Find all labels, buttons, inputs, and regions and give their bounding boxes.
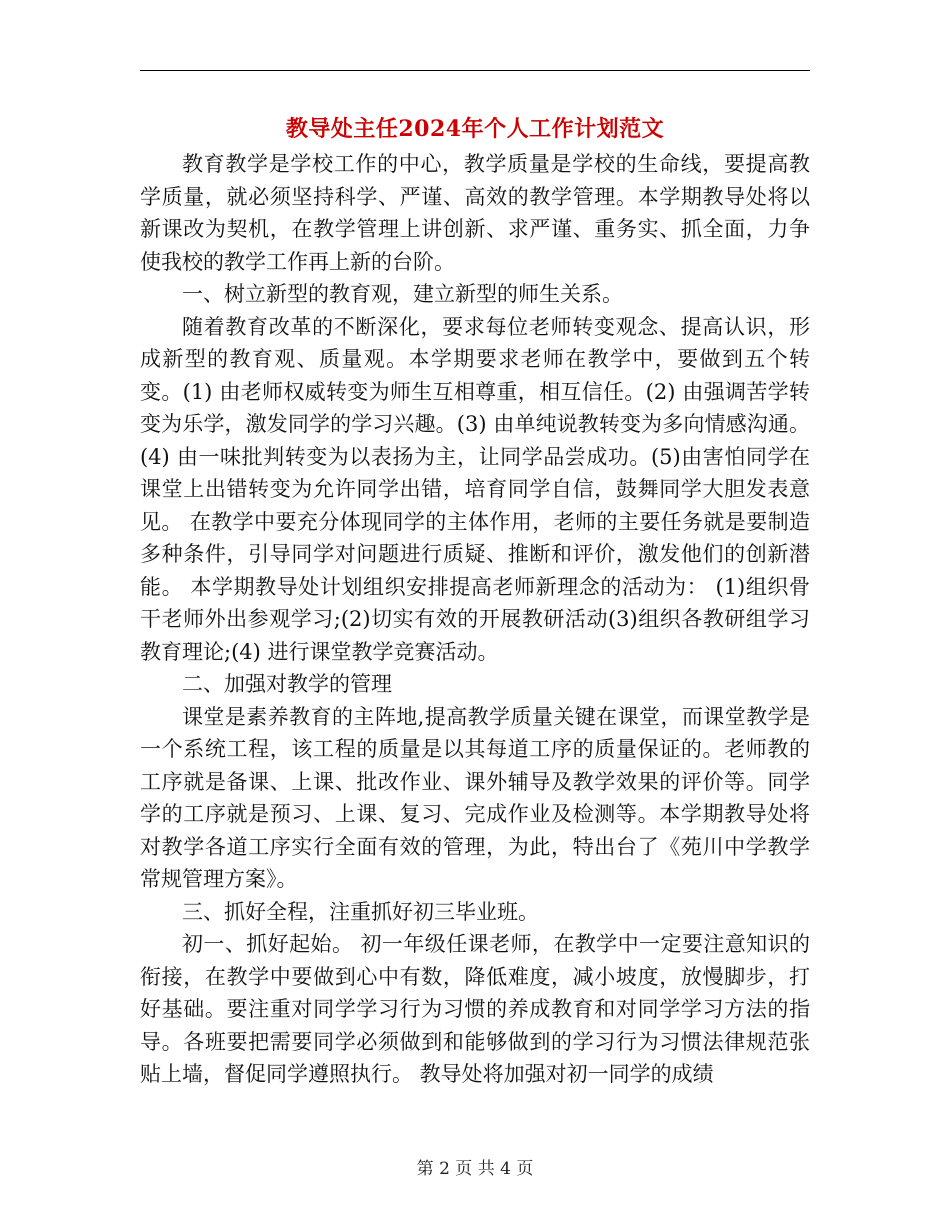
intro-paragraph: 教育教学是学校工作的中心，教学质量是学校的生命线，要提高教学质量，就必须坚持科学、严谨、高效的教学管理。本学期教导处将以新课改为契机，在教学管理上讲创新、求严谨、重务实、抓全面，力争使我校的教学工作再上新的台阶。 [140,152,810,274]
section-1-paragraph: 随着教育改革的不断深化，要求每位老师转变观念、提高认识，形成新型的教育观、质量观。本学期要求老师在教学中，要做到五个转变。(1) 由老师权威转变为师生互相尊重，相互信任。(2) 由强调苦学转变为乐学，激发同学的学习兴趣。(3) 由单纯说教转变为多向情感沟通。(4) 由一味批判转变为以表扬为主，让同学品尝成功。(5)由害怕同学在课堂上出错转变为允许同学出错，培育同学自信，鼓舞同学大胆发表意见。 在教学中要充分体现同学的主体作用，老师的主要任务就是要制造多种条件，引导同学对问题进行质疑、推断和评价，激发他们的创新潜能。 本学期教导处计划组织安排提高老师新理念的活动为： (1)组织骨干老师外出参观学习;(2)切实有效的开展教研活动(3)组织各教研组学习教育理论;(4) 进行课堂教学竞赛活动。 [140,314,810,664]
document-title: 教导处主任2024年个人工作计划范文 [285,116,665,142]
section-3-paragraph: 初一、抓好起始。 初一年级任课老师，在教学中一定要注意知识的衔接，在教学中要做到心中有数，降低难度，减小坡度，放慢脚步，打好基础。要注重对同学学习行为习惯的养成教育和对同学学习方法的指导。各班要把需要同学必须做到和能够做到的学习行为习惯法律规范张贴上墙，督促同学遵照执行。 教导处将加强对初一同学的成绩 [140,932,810,1086]
document-body [140,148,810,1091]
header-rule [140,70,810,71]
section-heading-1: 一、树立新型的教育观，建立新型的师生关系。 [182,282,623,306]
section-heading-2: 二、加强对教学的管理 [182,672,392,696]
section-heading-3: 三、抓好全程，注重抓好初三毕业班。 [182,899,539,924]
section-2-paragraph: 课堂是素养教育的主阵地,提高教学质量关键在课堂，而课堂教学是一个系统工程，该工程的质量是以其每道工序的质量保证的。老师教的工序就是备课、上课、批改作业、课外辅导及教学效果的评价等。同学学的工序就是预习、上课、复习、完成作业及检测等。本学期教导处将对教学各道工序实行全面有效的管理，为此，特出台了《苑川中学教学常规管理方案》。 [140,704,810,891]
page-number: 第 2 页 共 4 页 [416,1159,534,1179]
